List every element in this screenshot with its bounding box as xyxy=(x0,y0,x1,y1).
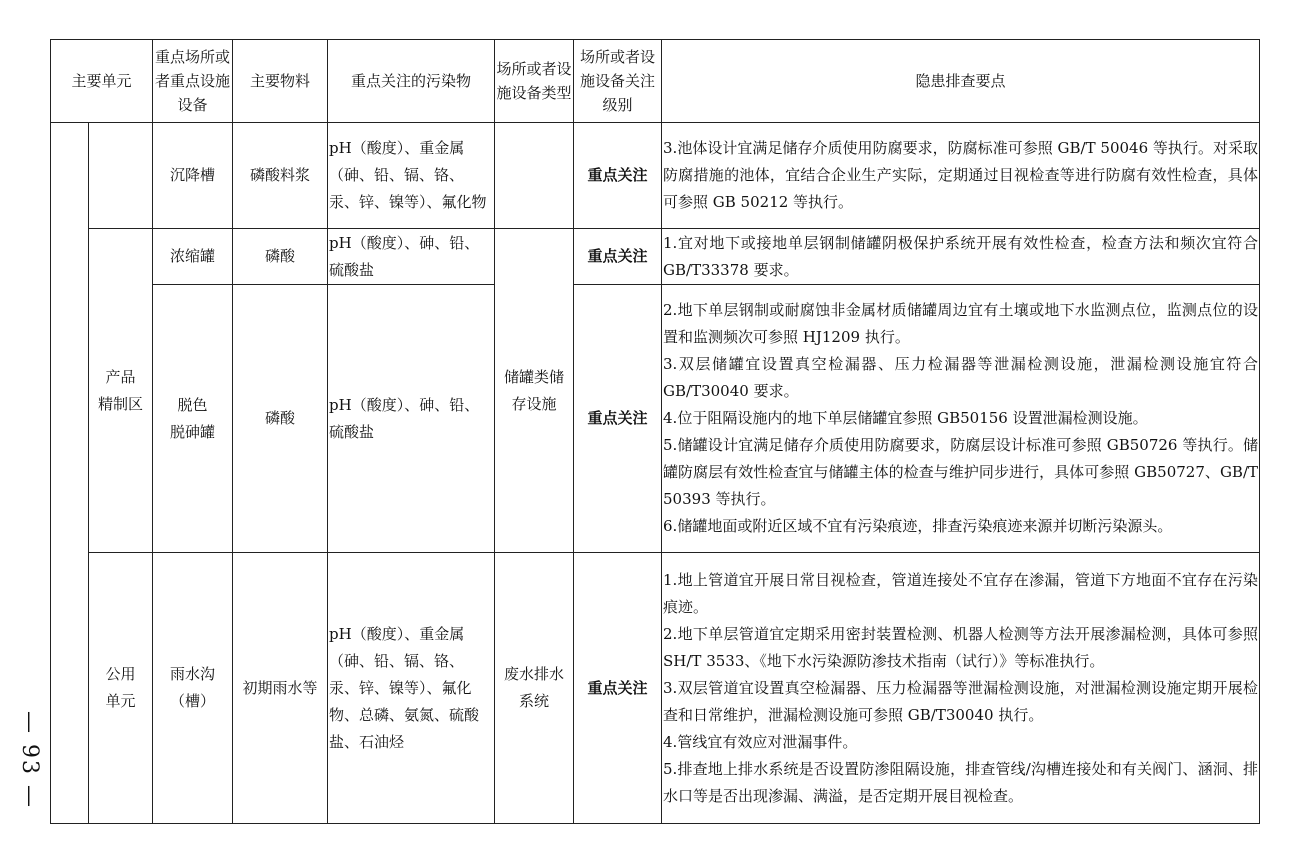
facility-public xyxy=(153,553,233,824)
header-type: 场所或者设施设备类型 xyxy=(495,40,574,123)
pollutant-concentrator: pH（酸度）、砷、铅、硫酸盐 xyxy=(328,229,495,285)
type-refine xyxy=(495,229,574,553)
material-dearsenic: 磷酸 xyxy=(233,285,328,553)
hazard-inspection-table xyxy=(50,39,1260,824)
merged-unit-cell xyxy=(51,123,89,824)
facility-public-line1: 雨水沟 xyxy=(170,665,216,683)
point-item: 2.地下单层钢制或耐腐蚀非金属材质储罐周边宜有土壤或地下水监测点位，监测点位的设置和监测频次可参照 HJ1209 执行。 xyxy=(663,301,1259,346)
type-public-line2: 系统 xyxy=(519,692,550,710)
facility-public-line2: （槽） xyxy=(170,692,216,710)
level-dearsenic: 重点关注 xyxy=(574,285,662,553)
point-item: 3.池体设计宜满足储存介质使用防腐要求，防腐标准可参照 GB/T 50046 等执行。对采取防腐措施的池体，宜结合企业生产实际，定期通过目视检查等进行防腐有效性检查，具体可参照 GB 50212 等执行。 xyxy=(663,139,1259,211)
type-refine-line2: 存设施 xyxy=(511,394,557,413)
point-item: 3.双层储罐宜设置真空检漏器、压力检漏器等泄漏检测设施，泄漏检测设施宜符合 GB/T30040 要求。 xyxy=(663,355,1259,400)
level-public: 重点关注 xyxy=(574,553,662,824)
facility-concentrator: 浓缩罐 xyxy=(153,229,233,285)
point-item: 2.地下单层管道宜定期采用密封装置检测、机器人检测等方法开展渗漏检测，具体可参照 SH/T 3533、《地下水污染源防渗技术指南（试行）》等标准执行。 xyxy=(663,624,1259,670)
table-row-dearsenic xyxy=(51,285,1260,553)
unit-refine-line1: 产品 xyxy=(105,367,136,386)
point-item: 6.储罐地面或附近区域不宜有污染痕迹，排查污染痕迹来源并切断污染源头。 xyxy=(663,517,1173,535)
type-refine-line1: 储罐类储 xyxy=(504,367,565,386)
points-public xyxy=(662,553,1260,824)
point-item: 5.排查地上排水系统是否设置防渗阻隔设施，排查管线/沟槽连接处和有关阀门、涵洞、排水口等是否出现渗漏、满溢，是否定期开展目视检查。 xyxy=(663,759,1259,805)
material-settling: 磷酸料浆 xyxy=(233,123,328,229)
type-settling xyxy=(495,123,574,229)
header-level: 场所或者设施设备关注级别 xyxy=(574,40,662,123)
facility-dearsenic-line1: 脱色 xyxy=(177,395,208,414)
point-item: 3.双层管道宜设置真空检漏器、压力检漏器等泄漏检测设施，对泄漏检测设施定期开展检查和日常维护，泄漏检测设施可参照 GB/T30040 执行。 xyxy=(663,678,1259,724)
point-item: 5.储罐设计宜满足储存介质使用防腐要求，防腐层设计标准可参照 GB50726 等执行。储罐防腐层有效性检查宜与储罐主体的检查与维护同步进行，具体可参照 GB50727、GB/T 50393 等执行。 xyxy=(663,436,1259,508)
points-settling xyxy=(662,123,1260,229)
header-points: 隐患排查要点 xyxy=(662,40,1260,123)
header-pollutant: 重点关注的污染物 xyxy=(328,40,495,123)
type-public xyxy=(495,553,574,824)
unit-cell-empty xyxy=(89,123,153,229)
header-unit: 主要单元 xyxy=(51,40,153,123)
facility-dearsenic-line2: 脱砷罐 xyxy=(170,422,216,441)
point-item: 4.管线宜有效应对泄漏事件。 xyxy=(663,732,858,751)
table-row-public xyxy=(51,553,1260,824)
facility-settling: 沉降槽 xyxy=(153,123,233,229)
pollutant-settling: pH（酸度）、重金属（砷、铅、镉、铬、汞、锌、镍等）、氟化物 xyxy=(328,123,495,229)
point-item: 1.地上管道宜开展日常目视检查，管道连接处不宜存在渗漏，管道下方地面不宜存在污染痕迹。 xyxy=(663,570,1259,616)
points-dearsenic xyxy=(662,285,1260,553)
pollutant-dearsenic: pH（酸度）、砷、铅、硫酸盐 xyxy=(328,285,495,553)
table-row-concentrator xyxy=(51,229,1260,285)
header-row xyxy=(51,40,1260,123)
point-item: 4.位于阻隔设施内的地下单层储罐宜参照 GB50156 设置泄漏检测设施。 xyxy=(663,409,1148,427)
facility-dearsenic xyxy=(153,285,233,553)
pollutant-public: pH（酸度）、重金属（砷、铅、镉、铬、汞、锌、镍等）、氟化物、总磷、氨氮、硫酸盐、石油烃 xyxy=(328,553,495,824)
unit-public-line1: 公用 xyxy=(105,665,136,683)
table-row-settling xyxy=(51,123,1260,229)
header-material: 主要物料 xyxy=(233,40,328,123)
header-facility: 重点场所或者重点设施设备 xyxy=(153,40,233,123)
page-number: — 93 — xyxy=(17,711,42,809)
level-concentrator: 重点关注 xyxy=(574,229,662,285)
unit-refine xyxy=(89,229,153,553)
material-concentrator: 磷酸 xyxy=(233,229,328,285)
level-settling: 重点关注 xyxy=(574,123,662,229)
type-public-line1: 废水排水 xyxy=(504,665,565,683)
unit-public-line2: 单元 xyxy=(105,692,136,710)
point-item: 1.宜对地下或接地单层钢制储罐阴极保护系统开展有效性检查，检查方法和频次宜符合 GB/T33378 要求。 xyxy=(663,233,1259,279)
points-concentrator xyxy=(662,229,1260,285)
unit-public xyxy=(89,553,153,824)
unit-refine-line2: 精制区 xyxy=(98,394,144,413)
material-public: 初期雨水等 xyxy=(233,553,328,824)
